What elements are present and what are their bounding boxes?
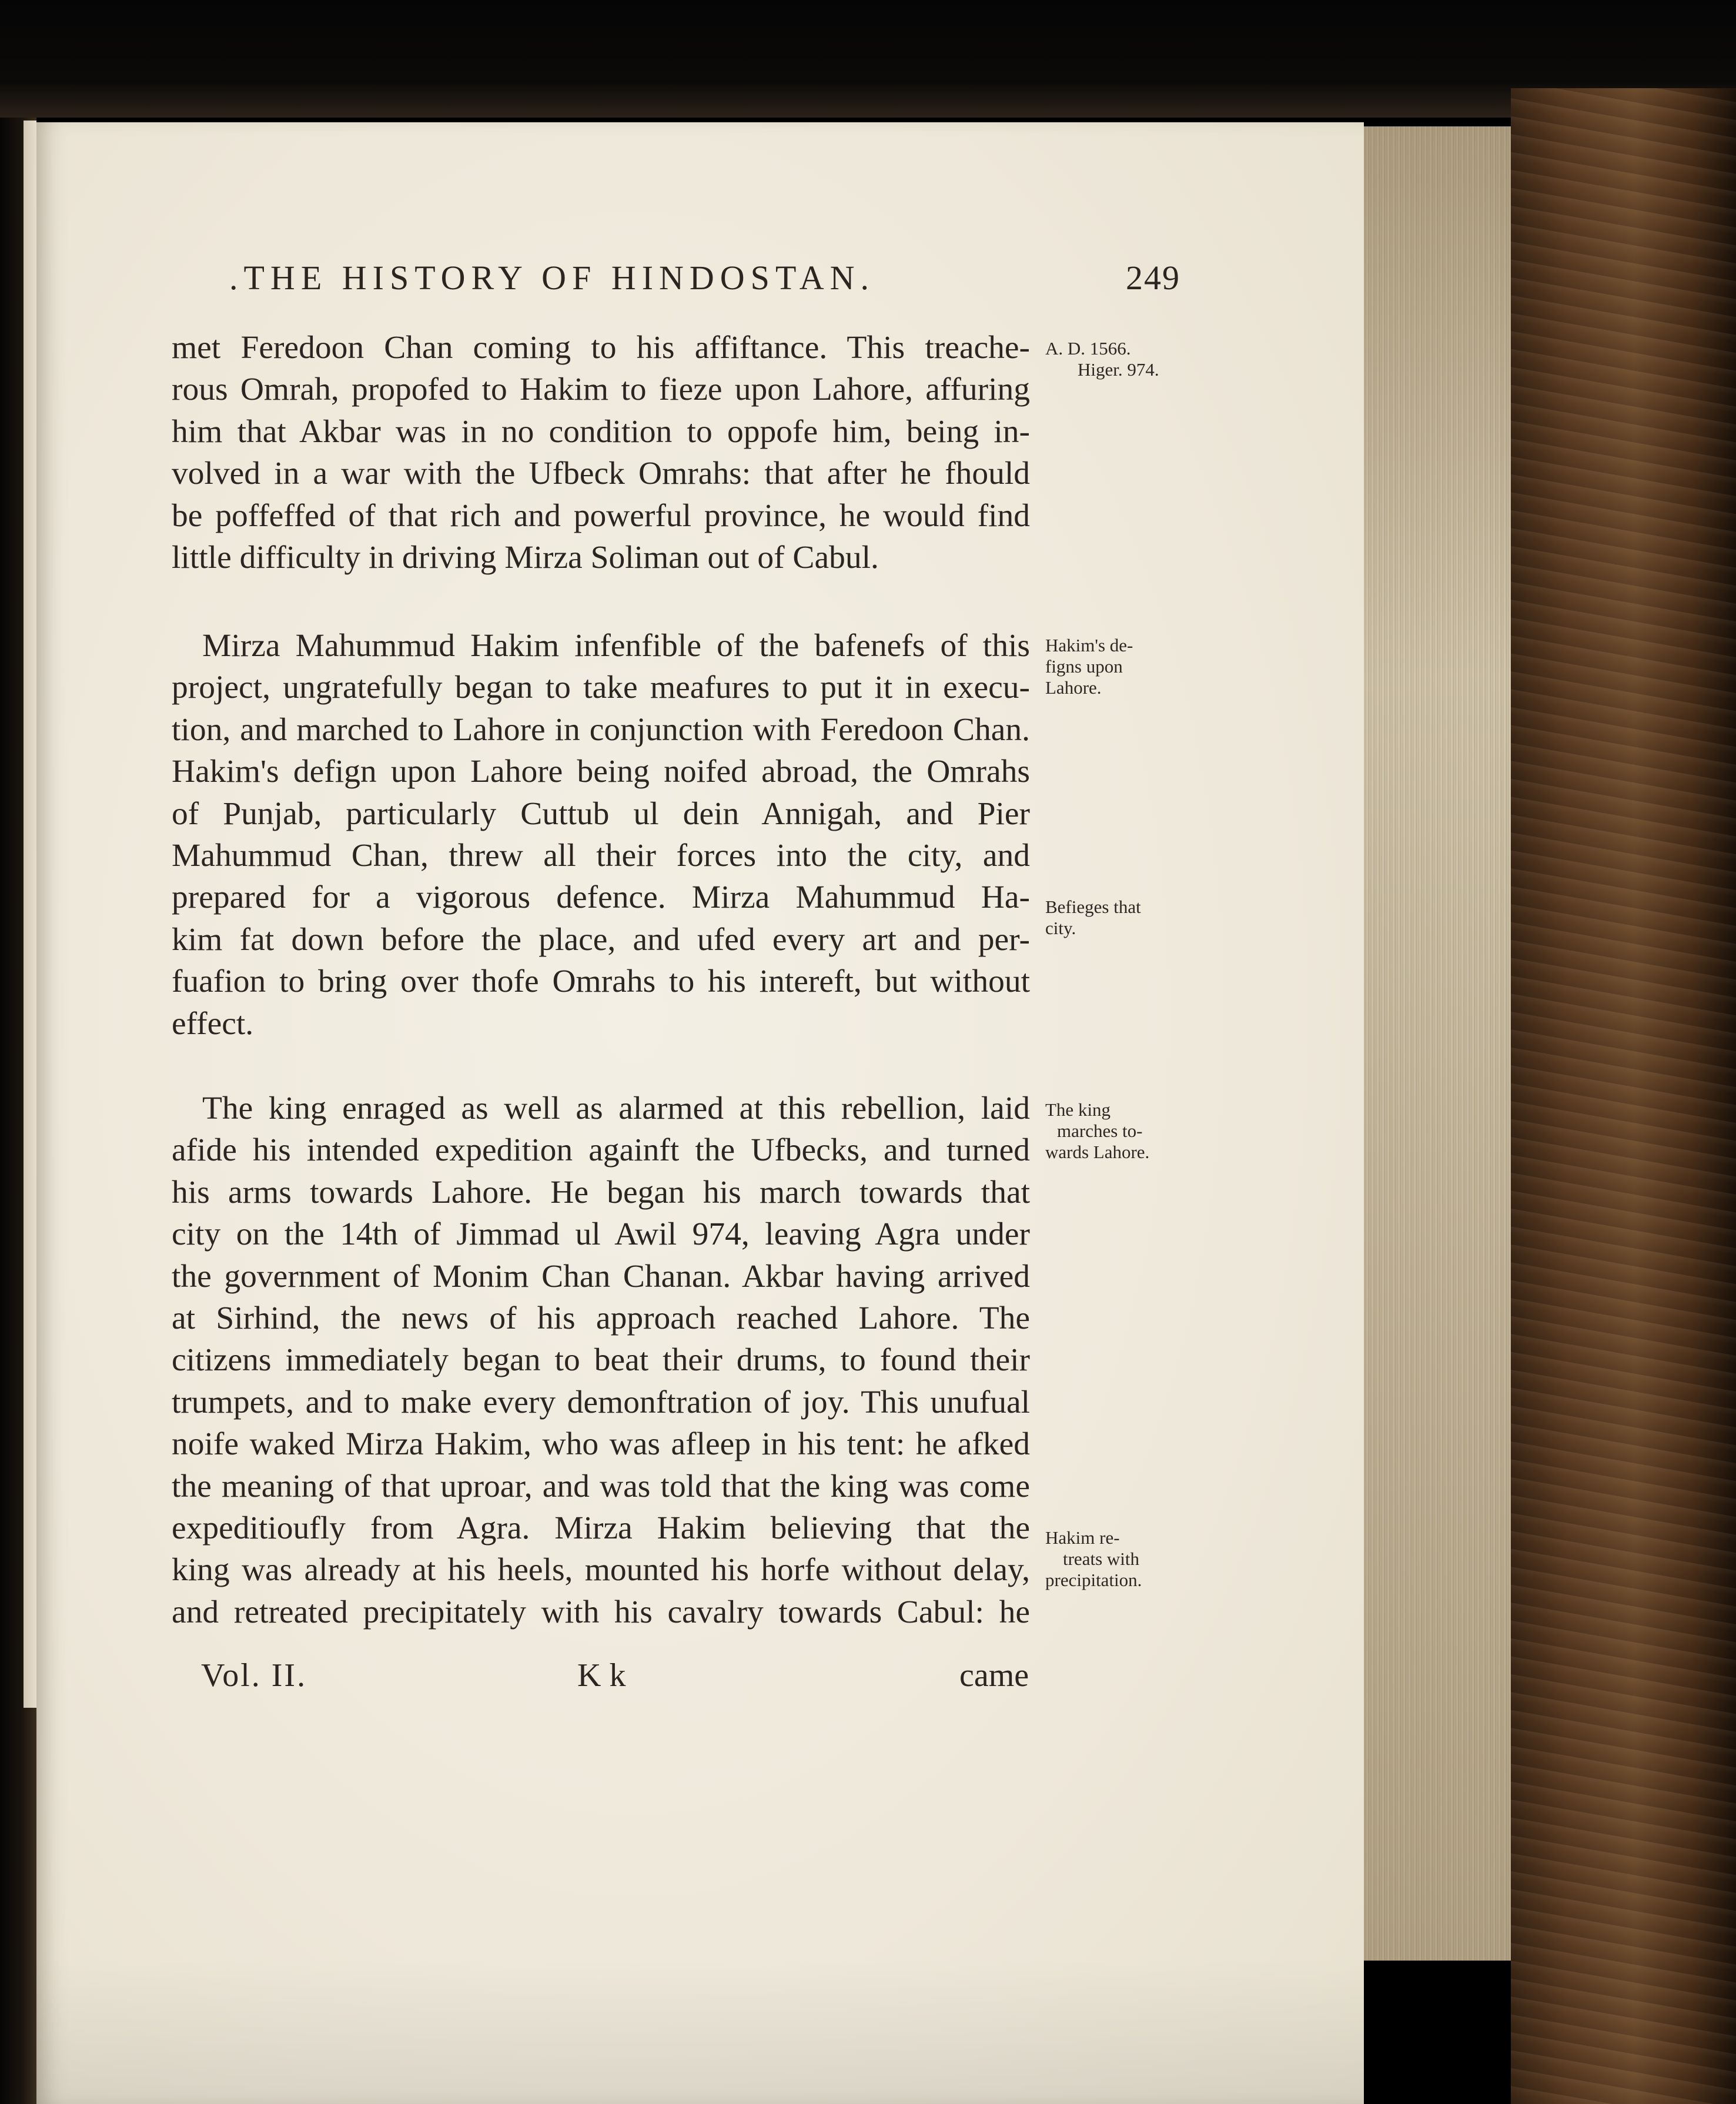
text-line: be poffeffed of that rich and powerful province, he would find xyxy=(172,497,1030,534)
text-line: citizens immediately began to beat their drums, to found their xyxy=(172,1342,1030,1379)
text-line: Mirza Mahummud Hakim infenfible of the bafenefs of this xyxy=(202,628,1030,664)
text-line: of Punjab, particularly Cuttub ul dein Annigah, and Pier xyxy=(172,795,1030,832)
margin-note-line: city. xyxy=(1045,918,1076,938)
margin-note-line: figns upon xyxy=(1045,656,1123,677)
text-line: tion, and marched to Lahore in conjunction with Feredoon Chan. xyxy=(172,711,1030,748)
page-number: 249 xyxy=(1126,259,1180,297)
margin-note-line: marches to- xyxy=(1057,1120,1143,1141)
text-line: expeditioufly from Agra. Mirza Hakim believing that the xyxy=(172,1510,1030,1547)
book-cover-top xyxy=(0,0,1736,118)
margin-note-line: Befieges that xyxy=(1045,897,1141,917)
signature-mark: K k xyxy=(577,1657,626,1694)
text-line: his arms towards Lahore. He began his march towards that xyxy=(172,1174,1030,1210)
paragraph-2 xyxy=(172,625,1030,1045)
paragraph-1 xyxy=(172,327,1030,578)
text-line: Mahummud Chan, threw all their forces into the city, and xyxy=(172,838,1030,874)
text-line: city on the 14th of Jimmad ul Awil 974, leaving Agra under xyxy=(172,1216,1030,1253)
book-back-board xyxy=(1511,88,1736,2104)
margin-note-line: Hakim's de- xyxy=(1045,635,1133,655)
paragraph-3 xyxy=(172,1088,1030,1633)
text-line: kim fat down before the place, and ufed every art and per- xyxy=(172,921,1030,958)
margin-note-line: Lahore. xyxy=(1045,677,1102,698)
text-line: trumpets, and to make every demonftration of joy. This unufual xyxy=(172,1384,1030,1420)
text-line: noife waked Mirza Hakim, who was afleep in his tent: he afked xyxy=(172,1426,1030,1463)
text-line: and retreated precipitately with his cavalry towards Cabul: he xyxy=(172,1594,1030,1630)
facing-page-edge xyxy=(24,121,36,1708)
page-bottom-shadow xyxy=(36,1958,1511,2104)
text-line: the government of Monim Chan Chanan. Akbar having arrived xyxy=(172,1258,1030,1294)
volume-label: Vol. II. xyxy=(201,1657,307,1694)
text-line: fuafion to bring over thofe Omrahs to his intereft, but without xyxy=(172,964,1030,1000)
text-line: The king enraged as well as alarmed at this rebellion, laid xyxy=(202,1091,1030,1126)
margin-note-date xyxy=(1045,338,1180,380)
margin-note-line: precipitation. xyxy=(1045,1570,1142,1590)
margin-note-line: A. D. 1566. xyxy=(1045,338,1131,359)
margin-note-line: The king xyxy=(1045,1099,1111,1120)
margin-note-line: Higer. 974. xyxy=(1078,359,1159,380)
margin-note-line: Hakim re- xyxy=(1045,1527,1120,1548)
margin-note-line: wards Lahore. xyxy=(1045,1142,1150,1162)
margin-note-designs xyxy=(1045,635,1180,698)
text-line: prepared for a vigorous defence. Mirza Mahummud Ha- xyxy=(172,879,1030,916)
text-line: rous Omrah, propofed to Hakim to fieze upon Lahore, affuring xyxy=(172,372,1030,408)
text-line: project, ungratefully began to take meafures to put it in execu- xyxy=(172,670,1030,706)
text-line: met Feredoon Chan coming to his affiftance. This treache- xyxy=(172,330,1030,366)
text-line: afide his intended expedition againft the Ufbecks, and turned xyxy=(172,1132,1030,1169)
text-line: little difficulty in driving Mirza Soliman out of Cabul. xyxy=(172,540,879,576)
margin-note-line: treats with xyxy=(1063,1548,1139,1569)
text-line: effect. xyxy=(172,1005,254,1042)
text-line: him that Akbar was in no condition to oppofe him, being in- xyxy=(172,413,1030,450)
margin-note-retreats xyxy=(1045,1527,1180,1591)
margin-note-besieges xyxy=(1045,897,1180,939)
text-line: the meaning of that uproar, and was told that the king was come xyxy=(172,1468,1030,1504)
text-line: king was already at his heels, mounted his horfe without delay, xyxy=(172,1552,1030,1588)
page-fore-edge xyxy=(1364,126,1511,1961)
catchword: came xyxy=(959,1657,1029,1694)
text-line: volved in a war with the Ufbeck Omrahs: that after he fhould xyxy=(172,456,1030,492)
text-line: at Sirhind, the news of his approach reached Lahore. The xyxy=(172,1300,1030,1337)
text-line: Hakim's defign upon Lahore being noifed abroad, the Omrahs xyxy=(172,754,1030,790)
running-title: .THE HISTORY OF HINDOSTAN. xyxy=(229,259,875,297)
margin-note-marches xyxy=(1045,1099,1180,1163)
